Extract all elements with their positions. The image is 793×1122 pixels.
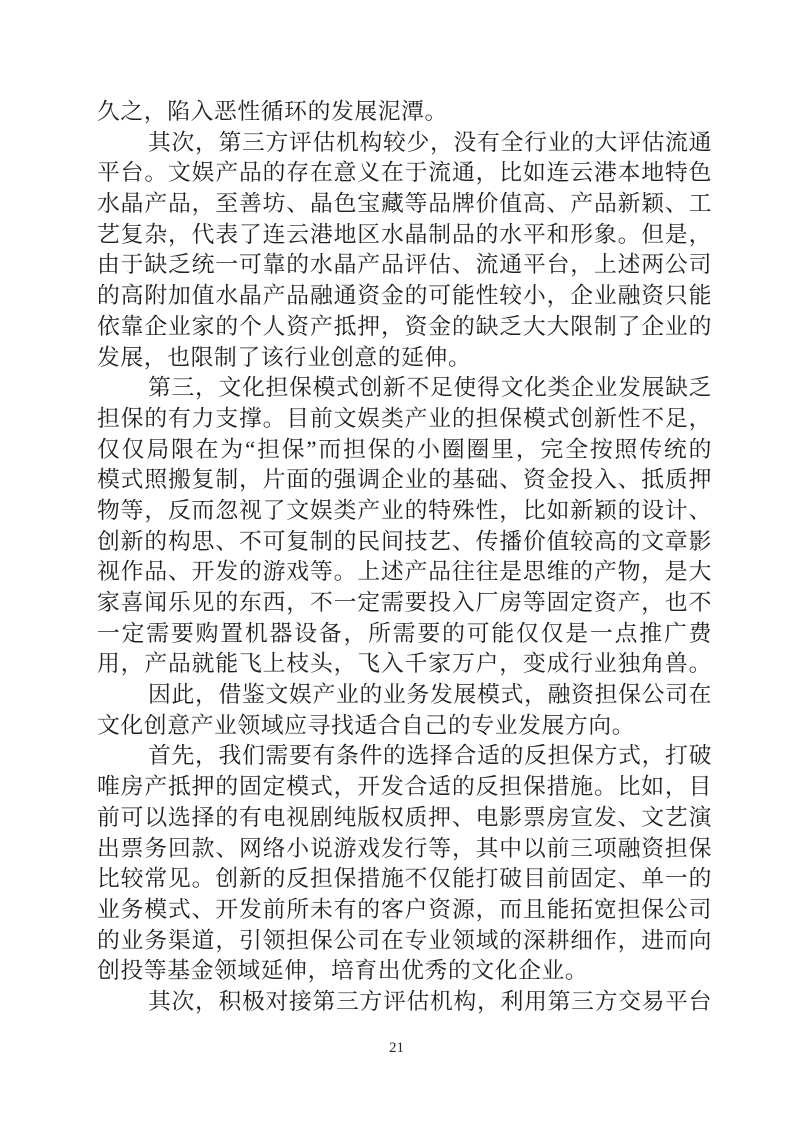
text-line: 文化创意产业领域应寻找适合自己的专业发展方向。 [97,712,636,738]
text-line: 的高附加值水晶产品融通资金的可能性较小，企业融资只能 [97,283,712,309]
text-line: 视作品、开发的游戏等。上述产品往往是思维的产物，是大 [97,559,712,585]
text-line: 由于缺乏统一可靠的水晶产品评估、流通平台，上述两公司 [97,252,712,278]
text-line: 一定需要购置机器设备，所需要的可能仅仅是一点推广费 [97,620,712,646]
text-line: 前可以选择的有电视剧纯版权质押、电影票房宣发、文艺演 [97,804,712,830]
text-line: 模式照搬复制，片面的强调企业的基础、资金投入、抵质押 [97,467,712,493]
text-line: 艺复杂，代表了连云港地区水晶制品的水平和形象。但是， [97,221,712,247]
text-line: 首先，我们需要有条件的选择合适的反担保方式，打破 [148,743,712,769]
text-line: 因此，借鉴文娱产业的业务发展模式，融资担保公司在 [148,682,712,708]
text-line: 发展，也限制了该行业创意的延伸。 [97,344,472,370]
text-line: 物等，反而忽视了文娱类产业的特殊性，比如新颖的设计、 [97,497,712,523]
text-line: 其次，积极对接第三方评估机构，利用第三方交易平台 [148,988,712,1014]
text-line: 久之，陷入恶性循环的发展泥潭。 [97,99,448,124]
text-line: 家喜闻乐见的东西，不一定需要投入厂房等固定资产，也不 [97,590,712,615]
text-line: 水晶产品，至善坊、晶色宝藏等品牌价值高、产品新颖、工 [97,191,712,217]
text-line: 比较常见。创新的反担保措施不仅能打破目前固定、单一的 [97,866,712,892]
text-line: 业务模式、开发前所未有的客户资源，而且能拓宽担保公司 [97,896,712,922]
text-line: 仅仅局限在为“担保”而担保的小圈圈里，完全按照传统的 [97,436,712,462]
text-line: 创新的构思、不可复制的民间技艺、传播价值较高的文章影 [97,528,712,554]
text-line: 依靠企业家的个人资产抵押，资金的缺乏大大限制了企业的 [97,313,712,339]
text-line: 的业务渠道，引领担保公司在专业领域的深耕细作，进而向 [97,927,712,953]
text-line: 担保的有力支撑。目前文娱类产业的担保模式创新性不足， [97,405,712,431]
text-line: 创投等基金领域延伸，培育出优秀的文化企业。 [97,958,589,984]
text-line: 出票务回款、网络小说游戏发行等，其中以前三项融资担保 [97,835,712,861]
text-line: 第三，文化担保模式创新不足使得文化类企业发展缺乏 [148,375,712,401]
text-line: 唯房产抵押的固定模式，开发合适的反担保措施。比如，目 [97,774,712,800]
text-line: 平台。文娱产品的存在意义在于流通，比如连云港本地特色 [97,160,712,186]
text-line: 用，产品就能飞上枝头，飞入千家万户，变成行业独角兽。 [97,651,712,677]
page-number: 21 [389,1040,404,1056]
text-block [97,97,712,1018]
text-line: 其次，第三方评估机构较少，没有全行业的大评估流通 [148,129,712,155]
